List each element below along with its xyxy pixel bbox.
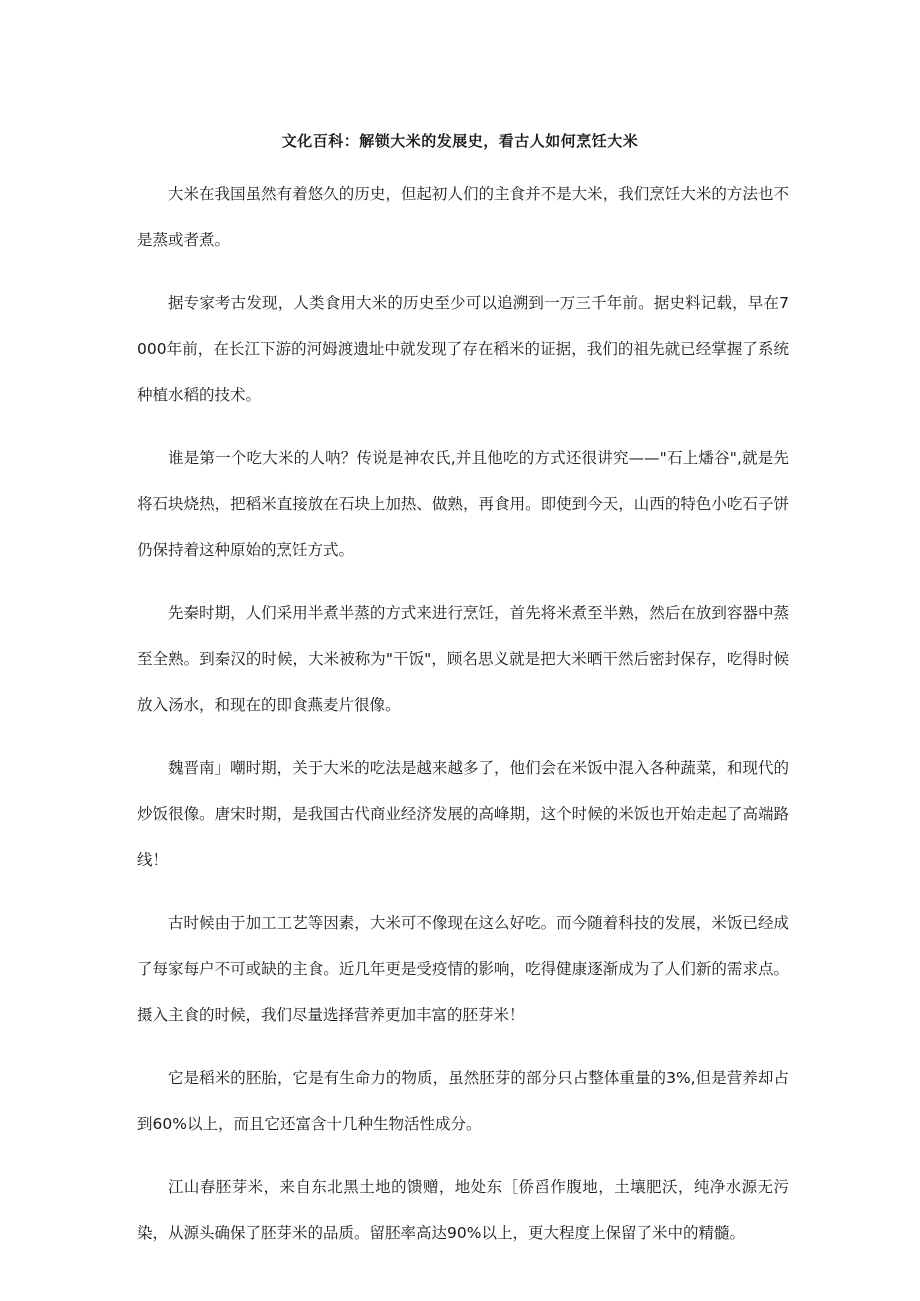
paragraph: 魏晋南」嘲时期，关于大米的吃法是越来越多了，他们会在米饭中混入各种蔬菜，和现代的炒饭很像。唐宋时期，是我国古代商业经济发展的高峰期，这个时候的米饭也开始走起了高端路线！	[137, 759, 789, 869]
paragraph: 谁是第一个吃大米的人呐？传说是神农氏,并且他吃的方式还很讲究——"石上燔谷",就是先将石块烧热，把稻米直接放在石块上加热、做熟，再食用。即使到今天，山西的特色小吃石子饼仍保持着这种原始的烹饪方式。	[137, 449, 789, 559]
paragraph: 据专家考古发现，人类食用大米的历史至少可以追溯到一万三千年前。据史料记载，早在7000年前，在长江下游的河姆渡遗址中就发现了存在稻米的证据，我们的祖先就已经掌握了系统种植水稻的技术。	[137, 294, 789, 404]
paragraph: 古时候由于加工工艺等因素，大米可不像现在这么好吃。而今随着科技的发展，米饭已经成了每家每户不可或缺的主食。近几年更是受疫情的影响，吃得健康逐渐成为了人们新的需求点。摄入主食的时候，我们尽量选择营养更加丰富的胚芽米！	[137, 914, 789, 1024]
document-title: 文化百科：解锁大米的发展史，看古人如何烹饪大米	[281, 132, 639, 150]
paragraph: 大米在我国虽然有着悠久的历史，但起初人们的主食并不是大米，我们烹饪大米的方法也不是蒸或者煮。	[137, 185, 789, 249]
paragraph: 先秦时期，人们采用半煮半蒸的方式来进行烹饪，首先将米煮至半熟，然后在放到容器中蒸至全熟。到秦汉的时候，大米被称为"干饭"，顾名思义就是把大米晒干然后密封保存，吃得时候放入汤水，和现在的即食燕麦片很像。	[137, 604, 789, 714]
paragraph: 江山春胚芽米，来自东北黑土地的馈赠，地处东［侨舀作腹地，土壤肥沃，纯净水源无污染，从源头确保了胚芽米的品质。留胚率高达90%以上，更大程度上保留了米中的精髓。	[137, 1178, 789, 1242]
paragraph: 它是稻米的胚胎，它是有生命力的物质，虽然胚芽的部分只占整体重量的3%,但是营养却占到60%以上，而且它还富含十几种生物活性成分。	[137, 1069, 789, 1133]
document-body	[137, 171, 789, 1273]
